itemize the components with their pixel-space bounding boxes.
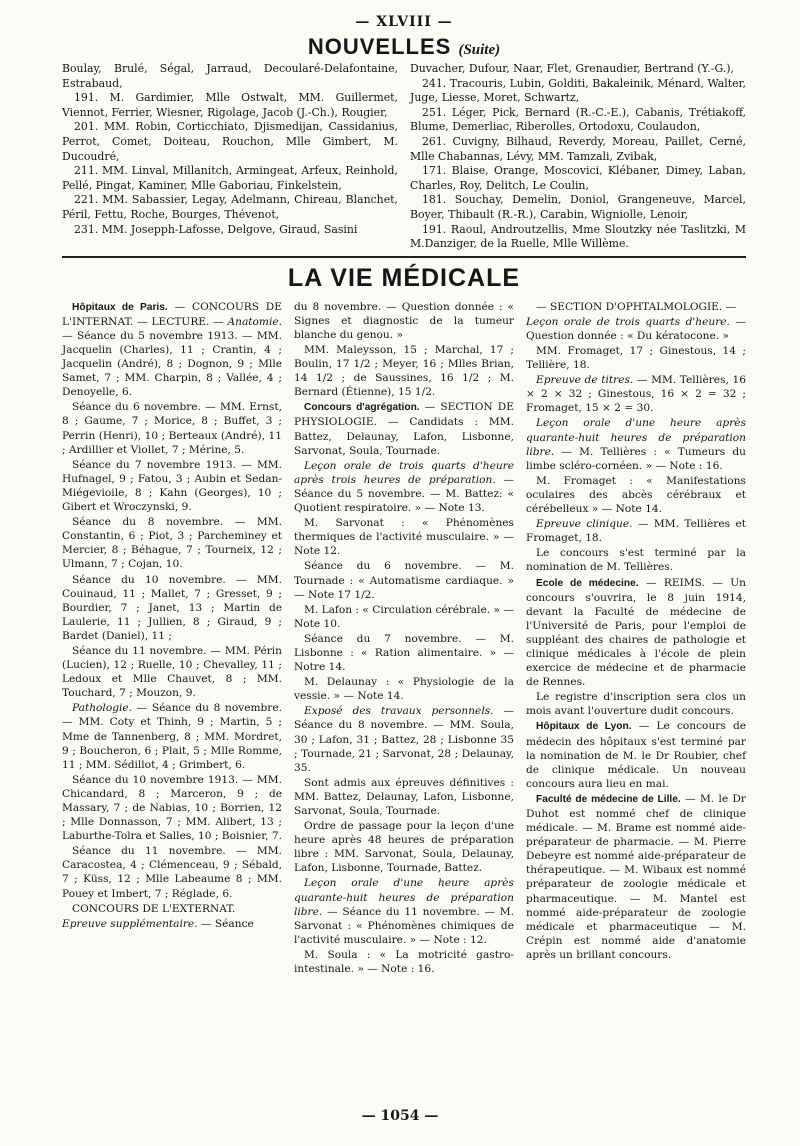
page-number: — 1054 — bbox=[361, 1108, 439, 1124]
paragraph: Le concours s'est terminé par la nomination de M. Tellières. bbox=[526, 547, 746, 574]
paragraph: M. Soula : « La motricité gastro-intestinale. » — Note : 16. bbox=[294, 948, 514, 976]
paragraph: du 8 novembre. — Question donnée : « Signes et diagnostic de la tumeur blanche du genou. » bbox=[294, 300, 514, 341]
column-2 bbox=[294, 300, 514, 977]
vie-medicale-columns bbox=[62, 300, 746, 977]
paragraph: M. Fromaget : « Manifestations oculaires des abcès cérébraux et cérébelleux » — Note 14. bbox=[526, 474, 746, 516]
paragraph: Séance du 11 novembre. — MM. Caracostea, 4 ; Clémenceau, 9 ; Sébald, 7 ; Küss, 12 ; Mlle Labeaume 8 ; MM. Pouey et Imbert, 7 ; Réglade, 6. bbox=[62, 845, 282, 900]
anatomie-text: — Séance du 5 novembre 1913. — MM. Jacquelin (Charles), 11 ; Crantin, 4 ; Jacquelin (André), 8 ; Dognon, 9 ; Mlle Samet, 7 ; MM. Charpin, 8 ; Vallée, 4 ; Denoyelle, 6. bbox=[62, 329, 282, 399]
ecole-medecine-heading: Ecole de médecine. bbox=[536, 577, 639, 589]
list-item: 221. MM. Sabassier, Legay, Adelmann, Chireau, Blanchet, Péril, Fettu, Roche, Bourges, Thévenot, bbox=[62, 193, 398, 221]
lecon2-label: Leçon orale d'une heure après quarante-huit heures de préparation libre. bbox=[526, 417, 746, 458]
titres-label: Epreuve de titres. bbox=[536, 374, 634, 387]
list-item: 191. Raoul, Androutzellis, Mme Sloutzky née Taslitzki, M M.Danziger, de la Ruelle, Mlle Willème. bbox=[410, 222, 746, 251]
expose-label: Exposé des travaux personnels. bbox=[304, 705, 494, 718]
clinique-text: — MM. Tellières et Fromaget, 18. bbox=[526, 518, 746, 545]
agregation-text: — SECTION DE PHYSIOLOGIE. — Candidats : MM. Battez, Delaunay, Lafon, Lisbonne, Sarvonat, Soula, Tournade. bbox=[294, 401, 514, 457]
paragraph: Séance du 8 novembre. — MM. Constantin, 6 ; Piot, 3 ; Parcheminey et Mercier, 8 ; Béhague, 7 ; Tourneix, 12 ; Ulmann, 7 ; Cojan, 10. bbox=[62, 516, 282, 571]
nouvelles-heading bbox=[62, 34, 746, 60]
paragraph: M. Delaunay : « Physiologie de la vessie. » — Note 14. bbox=[294, 676, 514, 703]
lecon2-text: — Séance du 11 novembre. — M. Sarvonat : « Phénomènes chimiques de l'activité musculaire. » — Note : 12. bbox=[294, 905, 514, 946]
nouvelles-left-column bbox=[62, 62, 398, 252]
clinique-label: Epreuve clinique. bbox=[536, 518, 633, 531]
section-divider bbox=[62, 256, 746, 258]
ophtalmologie-heading: — SECTION D'OPHTALMOLOGIE. — bbox=[536, 300, 737, 313]
list-item: 211. MM. Linval, Millanitch, Armingeat, Arfeux, Reinhold, Pellé, Pingat, Kaminer, Mlle Gaboriau, Finkelstein, bbox=[62, 164, 398, 192]
paragraph: Séance du 6 novembre. — M. Tournade : « Automatisme cardiaque. » — Note 17 1/2. bbox=[294, 560, 514, 601]
list-item: 241. Tracouris, Lubin, Golditi, Bakaleinik, Ménard, Walter, Juge, Liesse, Moret, Schwartz, bbox=[410, 76, 746, 105]
list-item: 201. MM. Robin, Corticchiato, Djismedijan, Cassidanius, Perrot, Comet, Doiteau, Rouchon, Mlle Gimbert, M. Ducoudré, bbox=[62, 120, 398, 163]
section-title: LA VIE MÉDICALE bbox=[287, 263, 521, 292]
page-roman-number: — XLVIII — bbox=[355, 14, 453, 30]
list-item: 251. Léger, Pick, Bernard (R.-C.-E.), Cabanis, Trétiakoff, Blume, Demerliac, Riberolles, Ortodoxu, Coulaudon, bbox=[410, 105, 746, 134]
epreuve-text: — Séance bbox=[197, 917, 254, 930]
epreuve-label: Epreuve supplémentaire. bbox=[62, 917, 198, 930]
anatomie-label: Anatomie. bbox=[227, 315, 282, 328]
reims-text: — REIMS. — Un concours s'ouvrira, le 8 juin 1914, devant la Faculté de médecine de l'Université de Paris, pour l'emploi de suppléant des chaires de pathologie et clinique médicales à l'école de plein exercice de médecine et de pharmacie de Rennes. bbox=[526, 576, 746, 689]
list-item: 261. Cuvigny, Bilhaud, Reverdy, Moreau, Paillet, Cerné, Mlle Chabannas, Lévy, MM. Tamzali, Zvibak, bbox=[410, 134, 746, 163]
list-item: 181. Souchay, Demelin, Doniol, Grangeneuve, Marcel, Boyer, Thibault (R.-R.), Carabin, Wigniolle, Lenoir, bbox=[410, 193, 746, 221]
paragraph: Séance du 6 novembre. — MM. Ernst, 8 ; Gaume, 7 ; Morice, 8 ; Buffet, 3 ; Perrin (Henri), 10 ; Berteaux (André), 11 ; Ardillier et Viollet, 7 ; Mérine, 5. bbox=[62, 401, 282, 456]
paragraph: Le registre d'inscription sera clos un mois avant l'ouverture dudit concours. bbox=[526, 691, 746, 718]
list-item: 171. Blaise, Orange, Moscovici, Klébaner, Dimey, Laban, Charles, Roy, Delitch, Le Coulin, bbox=[410, 164, 746, 192]
expose-text: — Séance du 8 novembre. — MM. Soula, 30 ; Lafon, 31 ; Battez, 28 ; Lisbonne 35 ; Tournade, 21 ; Sarvonat, 28 ; Delaunay, 35. bbox=[294, 705, 515, 774]
lecon-text: — Séance du 5 novembre. — M. Battez: « Quotient respiratoire. » — Note 13. bbox=[294, 473, 514, 515]
lyon-text: — Le concours de médecin des hôpitaux s'est terminé par la nomination de M. le Dr Roubier, chef de clinique médicale. Un nouveau concours aura lieu en mai. bbox=[526, 720, 746, 790]
internat-label: — CONCOURS DE L'INTERNAT. — LECTURE. — bbox=[62, 300, 283, 328]
hopitaux-lyon-heading: Hôpitaux de Lyon. bbox=[536, 721, 632, 733]
paragraph: Séance du 7 novembre 1913. — MM. Hufnagel, 9 ; Fatou, 3 ; Aubin et Sedan-Miégevioile, 8 ; Kahn (Georges), 10 ; Gibert et Wroczynski, 9. bbox=[62, 458, 282, 514]
paragraph: Séance du 11 novembre. — MM. Périn (Lucien), 12 ; Ruelle, 10 ; Chevalley, 11 ; Ledoux et Mlle Chauvet, 8 ; MM. Touchard, 7 ; Mouzon, 9. bbox=[62, 644, 282, 700]
lecon-text: — Question donnée : « Du kératocone. » bbox=[526, 315, 746, 342]
paragraph: M. Lafon : « Circulation cérébrale. » — Note 10. bbox=[294, 603, 514, 630]
paragraph: Sont admis aux épreuves définitives : MM. Battez, Delaunay, Lafon, Lisbonne, Sarvonat, Soula, Tournade. bbox=[294, 776, 514, 817]
paragraph: Séance du 10 novembre 1913. — MM. Chicandard, 8 ; Marceron, 9 ; de Massary, 7 ; de Nabias, 10 ; Borrien, 12 ; Mlle Donnasson, 7 ; MM. Alibert, 13 ; Laburthe-Tolra et Salles, 10 ; Boisnier, 7. bbox=[62, 773, 283, 843]
lecon-label: Leçon orale de trois quarts d'heure après trois heures de préparation. bbox=[294, 459, 514, 486]
lecon2-text: — M. Tellières : « Tumeurs du limbe scléro-cornéen. » — Note : 16. bbox=[526, 445, 746, 472]
lecon-label: Leçon orale de trois quarts d'heure. bbox=[526, 315, 730, 328]
nouvelles-right-column bbox=[410, 62, 746, 252]
paragraph: Séance du 7 novembre. — M. Lisbonne : « Ration alimentaire. » — Notre 14. bbox=[294, 632, 514, 674]
agregation-heading: Concours d'agrégation. bbox=[304, 402, 420, 414]
pathologie-label: Pathologie. bbox=[72, 702, 132, 715]
faculte-lille-heading: Faculté de médecine de Lille. bbox=[536, 793, 681, 805]
nouvelles-list bbox=[62, 62, 746, 252]
paragraph: Séance du 10 novembre. — MM. Couinaud, 11 ; Mallet, 7 ; Gresset, 9 ; Bourdier, 7 ; Janet, 13 ; Martin de Laulerie, 11 ; Jullien, 8 ; Giraud, 9 ; Bardet (Daniel), 11 ; bbox=[62, 573, 282, 642]
hopitaux-paris-heading: Hôpitaux de Paris. bbox=[72, 301, 168, 313]
paragraph: M. Sarvonat : « Phénomènes thermiques de l'activité musculaire. » — Note 12. bbox=[294, 517, 514, 558]
titres-text: — MM. Tellières, 16 × 2 × 32 ; Ginestous, 16 × 2 = 32 ; Fromaget, 15 × 2 = 30. bbox=[526, 374, 746, 415]
nouvelles-suite: (Suite) bbox=[458, 42, 501, 58]
pathologie-text: — Séance du 8 novembre. — MM. Coty et Thinh, 9 ; Martin, 5 ; Mme de Tannenberg, 8 ; MM. Mordret, 9 ; Boucheron, 6 ; Plait, 5 ; Mlle Romme, 11 ; MM. Sédillot, 4 ; Grimbert, 6. bbox=[62, 702, 282, 771]
paragraph: Ordre de passage pour la leçon d'une heure après 48 heures de préparation libre : MM. Sarvonat, Soula, Delaunay, Lafon, Lisbonne, Tournade, Battez. bbox=[294, 820, 514, 875]
paragraph: MM. Maleysson, 15 ; Marchal, 17 ; Boulin, 17 1/2 ; Meyer, 16 ; Mlles Brian, 14 1/2 ; de Saussines, 16 1/2 ; M. Bernard (Étienne), 15 1/2. bbox=[294, 344, 514, 399]
lille-text: — M. le Dr Duhot est nommé chef de clinique médicale. — M. Brame est nommé aide-préparateur de pharmacie. — M. Pierre Debeyre est nommé aide-préparateur de thérapeutique. — M. Wibaux est nommé préparateur de zoologie médicale et pharmaceutique. — M. Mantel est nommé aide-préparateur de zoologie médicale et pharmaceutique — M. Crépin est nommé aide d'anatomie après un brillant concours. bbox=[526, 792, 746, 961]
list-item: 231. MM. Josepph-Lafosse, Delgove, Giraud, Sasini bbox=[74, 222, 358, 236]
page bbox=[62, 14, 746, 977]
list-item: Boulay, Brulé, Ségal, Jarraud, Decoularé-Delafontaine, Estrabaud, bbox=[62, 62, 398, 90]
externat-heading: CONCOURS DE L'EXTERNAT. bbox=[72, 902, 236, 915]
lecon2-label: Leçon orale d'une heure après quarante-huit heures de préparation libre. bbox=[294, 877, 514, 918]
nouvelles-title: NOUVELLES bbox=[307, 34, 452, 59]
list-item: 191. M. Gardimier, Mlle Ostwalt, MM. Guillermet, Viennot, Ferrier, Wiesner, Rigolage, Jacob (J.-Ch.), Rougier, bbox=[62, 91, 398, 119]
paragraph: MM. Fromaget, 17 ; Ginestous, 14 ; Tellière, 18. bbox=[526, 345, 746, 372]
list-item: Duvacher, Dufour, Naar, Flet, Grenaudier, Bertrand (Y.-G.), bbox=[410, 62, 734, 75]
column-1 bbox=[62, 300, 282, 977]
column-3 bbox=[526, 300, 746, 977]
